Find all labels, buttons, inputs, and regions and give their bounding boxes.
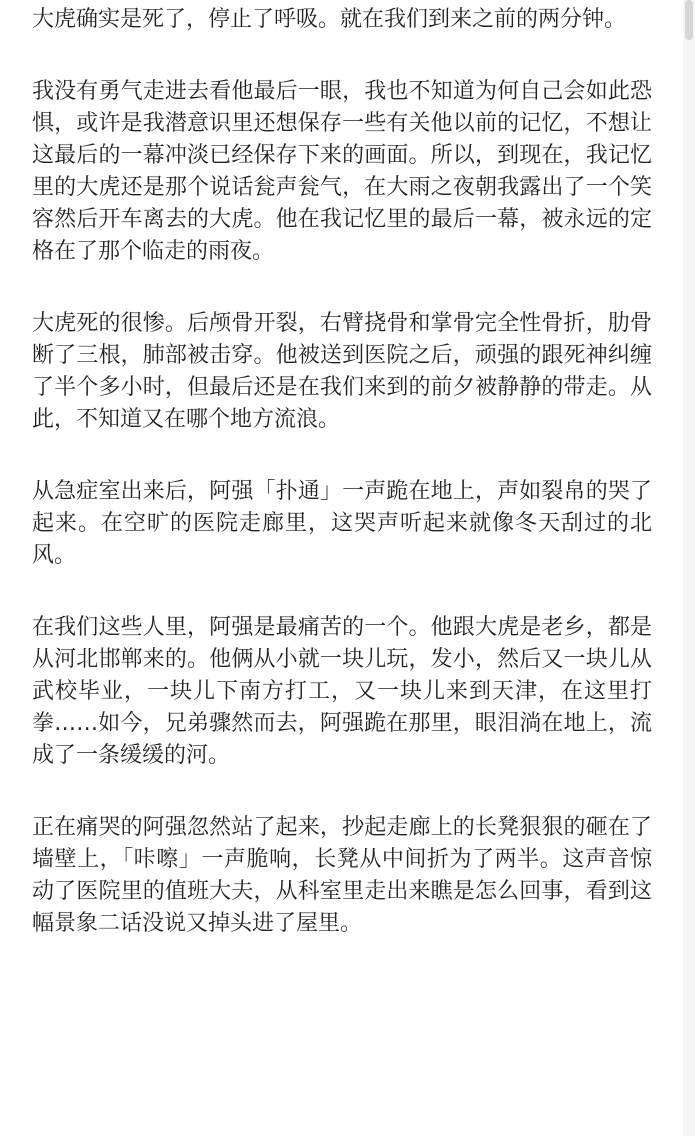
article-body — [32, 0, 652, 980]
paragraph: 大虎确实是死了，停止了呼吸。就在我们到来之前的两分钟。 — [32, 7, 627, 32]
paragraph: 大虎死的很惨。后颅骨开裂，右臂挠骨和掌骨完全性骨折，肋骨断了三根，肺部被击穿。他被送到医院之后，顽强的跟死神纠缠了半个多小时，但最后还是在我们来到的前夕被静静的带走。从此，不知道又在哪个地方流浪。 — [32, 311, 652, 432]
vertical-scrollbar[interactable] — [683, 0, 695, 1136]
scrollbar-thumb[interactable] — [685, 0, 693, 40]
paragraph: 我没有勇气走进去看他最后一眼，我也不知道为何自己会如此恐惧，或许是我潜意识里还想保存一些有关他以前的记忆，不想让这最后的一幕冲淡已经保存下来的画面。所以，到现在，我记忆里的大虎还是那个说话瓮声瓮气，在大雨之夜朝我露出了一个笑容然后开车离去的大虎。他在我记忆里的最后一幕，被永远的定格在了那个临走的雨夜。 — [32, 79, 652, 264]
paragraph: 正在痛哭的阿强忽然站了起来，抄起走廊上的长凳狠狠的砸在了墙壁上，「咔嚓」一声脆响，长凳从中间折为了两半。这声音惊动了医院里的值班大夫，从科室里走出来瞧是怎么回事，看到这幅景象二话没说又掉头进了屋里。 — [32, 815, 652, 936]
paragraph: 从急症室出来后，阿强「扑通」一声跪在地上，声如裂帛的哭了起来。在空旷的医院走廊里，这哭声听起来就像冬天刮过的北风。 — [32, 479, 652, 568]
paragraph: 在我们这些人里，阿强是最痛苦的一个。他跟大虎是老乡，都是从河北邯郸来的。他俩从小就一块儿玩，发小，然后又一块儿从武校毕业，一块儿下南方打工，又一块儿来到天津，在这里打拳……如今，兄弟骤然而去，阿强跪在那里，眼泪淌在地上，流成了一条缓缓的河。 — [32, 615, 652, 768]
